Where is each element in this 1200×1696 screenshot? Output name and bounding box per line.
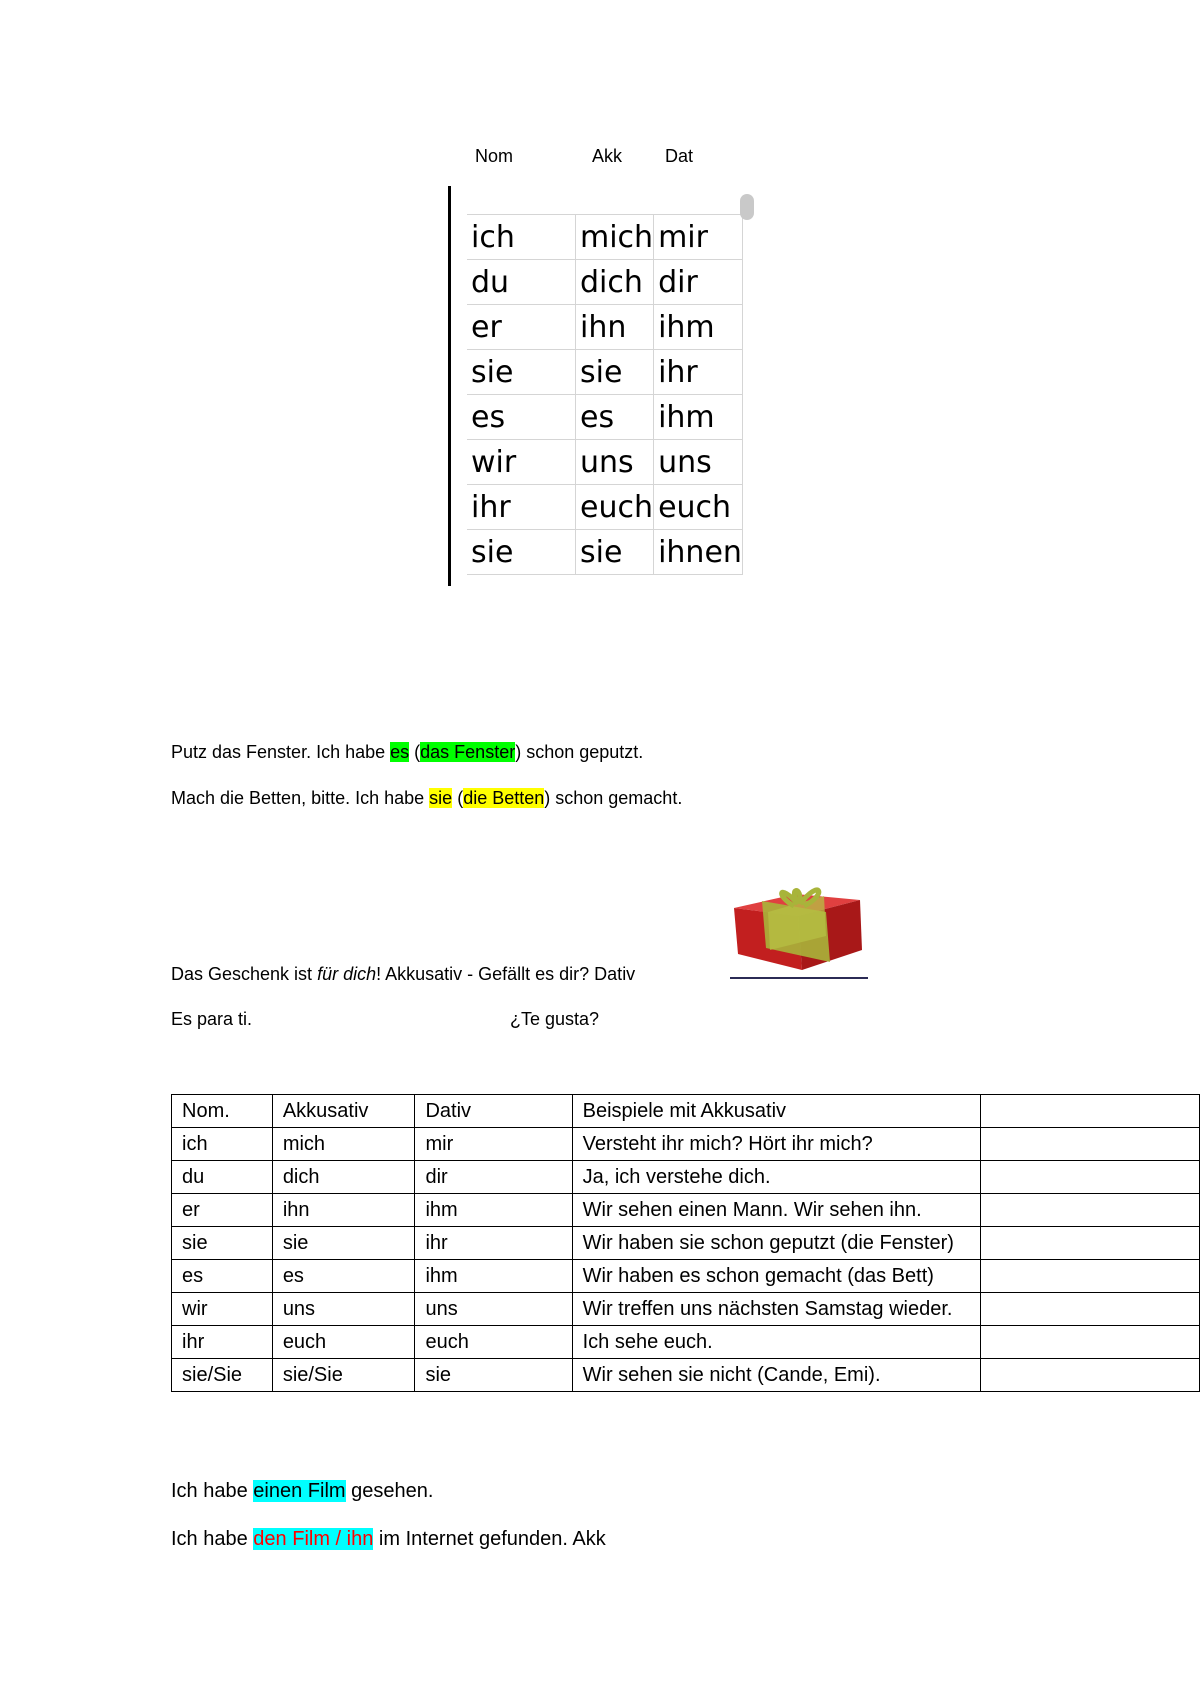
highlight-das-fenster: das Fenster: [420, 742, 516, 762]
italic-text: für dich: [317, 964, 377, 984]
pronoun-cell: ihr: [467, 485, 576, 530]
text: im Internet gefunden. Akk: [373, 1528, 606, 1550]
pronoun-row: [467, 305, 743, 350]
table-cell: uns: [415, 1293, 572, 1326]
highlight-es: es: [390, 742, 410, 762]
table-row: [172, 1260, 1200, 1293]
table-cell: mir: [415, 1128, 572, 1161]
table-row: [172, 1359, 1200, 1392]
highlight-einen-film: einen Film: [253, 1480, 346, 1502]
pronoun-grid: [467, 214, 743, 575]
table-cell: mich: [272, 1128, 415, 1161]
pronoun-cell: sie: [576, 350, 654, 395]
pronoun-cell: euch: [576, 485, 654, 530]
text: Mach die Betten, bitte. Ich habe: [171, 788, 430, 808]
header-akk: Akk: [592, 146, 623, 166]
text: ) schon gemacht.: [544, 788, 683, 808]
pronoun-cell: du: [467, 260, 576, 305]
text: gesehen.: [345, 1480, 434, 1502]
table-cell: [980, 1161, 1199, 1194]
pronoun-table: [171, 1094, 1200, 1392]
pronoun-cell: mir: [654, 215, 743, 260]
example-line-2: [171, 788, 682, 809]
table-cell: euch: [415, 1326, 572, 1359]
table-header-cell: [980, 1095, 1199, 1128]
table-cell: sie/Sie: [272, 1359, 415, 1392]
table-row: [172, 1227, 1200, 1260]
table-cell: es: [172, 1260, 273, 1293]
table-cell: dir: [415, 1161, 572, 1194]
text: Ich habe: [171, 1480, 254, 1502]
table-row: [172, 1326, 1200, 1359]
text: ! Akkusativ - Gefällt es dir? Dativ: [376, 964, 636, 984]
pronoun-cell: euch: [654, 485, 743, 530]
table-cell: uns: [272, 1293, 415, 1326]
pronoun-cell: dich: [576, 260, 654, 305]
table-cell: [980, 1359, 1199, 1392]
table-cell: Ja, ich verstehe dich.: [572, 1161, 980, 1194]
pronoun-row: [467, 530, 743, 575]
table-row: [172, 1128, 1200, 1161]
bottom-line-1: [171, 1480, 433, 1503]
table-cell: du: [172, 1161, 273, 1194]
text: Ich habe: [171, 1528, 254, 1550]
table-cell: [980, 1326, 1199, 1359]
text: (: [452, 788, 464, 808]
highlight-sie: sie: [429, 788, 453, 808]
header-nom: Nom: [475, 146, 514, 166]
pronoun-cell: sie: [467, 350, 576, 395]
gift-icon: [728, 874, 870, 980]
table-cell: ihr: [172, 1326, 273, 1359]
scroll-handle-icon: [740, 194, 754, 220]
text: (: [409, 742, 421, 762]
table-row: [172, 1293, 1200, 1326]
example-line-1: [171, 742, 643, 763]
table-cell: Versteht ihr mich? Hört ihr mich?: [572, 1128, 980, 1161]
pronoun-image: [448, 186, 751, 586]
table-cell: sie: [415, 1359, 572, 1392]
pronoun-cell: es: [576, 395, 654, 440]
table-cell: ihn: [272, 1194, 415, 1227]
bottom-line-2: [171, 1528, 606, 1551]
table-header-cell: Dativ: [415, 1095, 572, 1128]
pronoun-cell: uns: [576, 440, 654, 485]
table-row: [172, 1161, 1200, 1194]
example-line-3: [171, 964, 635, 985]
example-line-4-right: ¿Te gusta?: [510, 1009, 600, 1029]
table-cell: wir: [172, 1293, 273, 1326]
pronoun-row: [467, 485, 743, 530]
table-cell: ihr: [415, 1227, 572, 1260]
table-header-cell: Akkusativ: [272, 1095, 415, 1128]
table-header-row: [172, 1095, 1200, 1128]
pronoun-row: [467, 395, 743, 440]
table-cell: sie/Sie: [172, 1359, 273, 1392]
table-cell: [980, 1293, 1199, 1326]
table-cell: Wir sehen einen Mann. Wir sehen ihn.: [572, 1194, 980, 1227]
table-cell: [980, 1260, 1199, 1293]
pronoun-row: [467, 260, 743, 305]
table-cell: [980, 1128, 1199, 1161]
pronoun-row: [467, 215, 743, 260]
table-cell: Ich sehe euch.: [572, 1326, 980, 1359]
table-cell: Wir treffen uns nächsten Samstag wieder.: [572, 1293, 980, 1326]
pronoun-cell: sie: [467, 530, 576, 575]
pronoun-cell: uns: [654, 440, 743, 485]
pronoun-cell: dir: [654, 260, 743, 305]
table-cell: Wir sehen sie nicht (Cande, Emi).: [572, 1359, 980, 1392]
pronoun-cell: wir: [467, 440, 576, 485]
table-cell: ihm: [415, 1194, 572, 1227]
highlight-den-film-ihn: den Film / ihn: [253, 1528, 374, 1550]
table-cell: es: [272, 1260, 415, 1293]
table-cell: Wir haben sie schon geputzt (die Fenster): [572, 1227, 980, 1260]
table-cell: [980, 1194, 1199, 1227]
table-cell: dich: [272, 1161, 415, 1194]
table-cell: euch: [272, 1326, 415, 1359]
table-cell: ich: [172, 1128, 273, 1161]
pronoun-row: [467, 440, 743, 485]
pronoun-cell: mich: [576, 215, 654, 260]
table-cell: [980, 1227, 1199, 1260]
table-header-cell: Nom.: [172, 1095, 273, 1128]
pronoun-cell: ihn: [576, 305, 654, 350]
pronoun-cell: ihr: [654, 350, 743, 395]
example-line-4-left: Es para ti.: [171, 1009, 253, 1029]
table-row: [172, 1194, 1200, 1227]
table-cell: ihm: [415, 1260, 572, 1293]
pronoun-cell: sie: [576, 530, 654, 575]
pronoun-cell: ihnen: [654, 530, 743, 575]
text: Putz das Fenster. Ich habe: [171, 742, 391, 762]
table-cell: Wir haben es schon gemacht (das Bett): [572, 1260, 980, 1293]
pronoun-cell: ihm: [654, 395, 743, 440]
highlight-die-betten: die Betten: [463, 788, 545, 808]
text: Das Geschenk ist: [171, 964, 318, 984]
pronoun-cell: ich: [467, 215, 576, 260]
table-header-cell: Beispiele mit Akkusativ: [572, 1095, 980, 1128]
table-cell: sie: [272, 1227, 415, 1260]
text: ) schon geputzt.: [515, 742, 644, 762]
table-cell: sie: [172, 1227, 273, 1260]
pronoun-cell: es: [467, 395, 576, 440]
pronoun-cell: er: [467, 305, 576, 350]
pronoun-cell: ihm: [654, 305, 743, 350]
header-dat: Dat: [665, 146, 694, 166]
table-cell: er: [172, 1194, 273, 1227]
pronoun-row: [467, 350, 743, 395]
